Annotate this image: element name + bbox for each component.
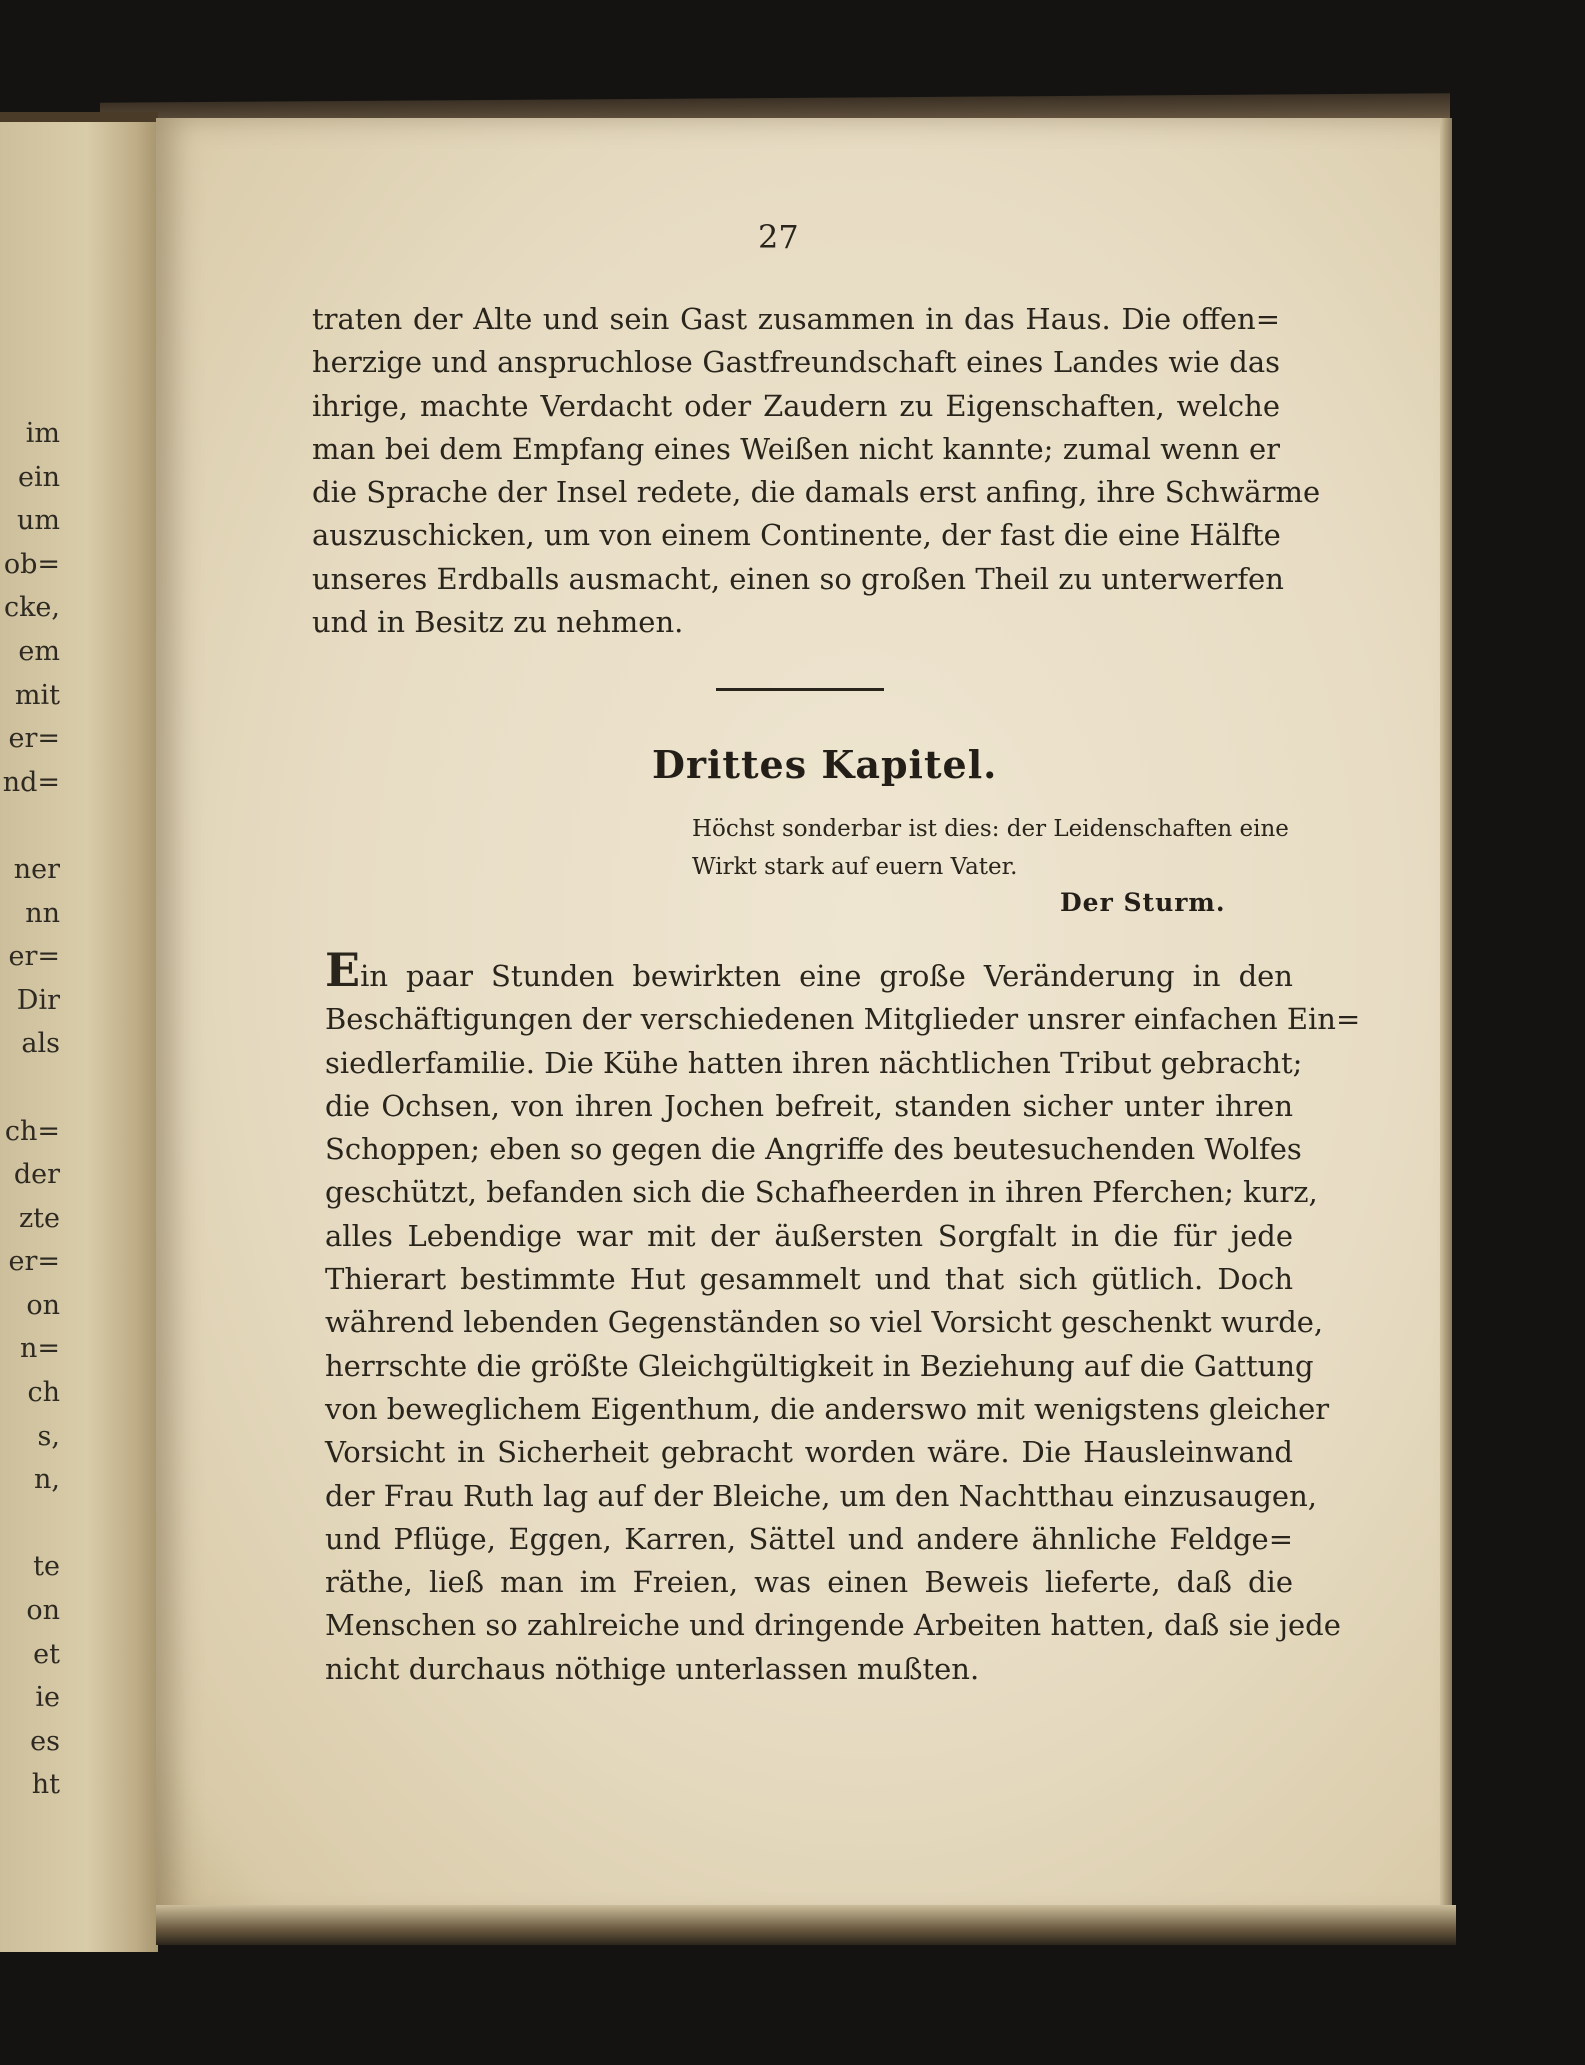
edge-line: im xyxy=(25,418,60,449)
first-line-text: in paar Stunden bewirkten eine große Veränderung in den xyxy=(360,959,1293,993)
edge-line: ie xyxy=(35,1682,60,1714)
page-number: 27 xyxy=(758,218,799,256)
edge-line: ob= xyxy=(3,548,60,580)
text-line: Vorsicht in Sicherheit gebracht worden wäre. Die Hausleinwand xyxy=(325,1435,1293,1470)
text-line: man bei dem Empfang eines Weißen nicht kannte; zumal wenn er xyxy=(312,431,1280,466)
text-line: während lebenden Gegenständen so viel Vorsicht geschenkt wurde, xyxy=(325,1305,1324,1340)
edge-line: nd= xyxy=(2,766,60,798)
edge-line: nn xyxy=(25,897,60,929)
edge-line: n, xyxy=(34,1464,60,1496)
text-line: Schoppen; eben so gegen die Angriffe des beutesuchenden Wolfes xyxy=(325,1132,1302,1167)
edge-line: er= xyxy=(8,723,60,755)
text-line: Menschen so zahlreiche und dringende Arbeiten hatten, daß sie jede xyxy=(325,1608,1341,1643)
edge-line: als xyxy=(21,1028,60,1060)
edge-line: ch xyxy=(27,1377,60,1409)
edge-line: cke, xyxy=(3,592,60,624)
text-line: siedlerfamilie. Die Kühe hatten ihren nächtlichen Tribut gebracht; xyxy=(325,1045,1303,1080)
edge-line: um xyxy=(17,505,60,537)
book-bottom-edge xyxy=(156,1905,1456,1945)
text-line: von beweglichem Eigenthum, die anderswo mit wenigstens gleicher xyxy=(325,1391,1330,1426)
page-edge-right xyxy=(1440,118,1452,1918)
edge-line: er= xyxy=(8,1246,60,1278)
edge-line: ein xyxy=(17,461,60,493)
text-line: der Frau Ruth lag auf der Bleiche, um den Nachtthau einzusaugen, xyxy=(325,1478,1317,1513)
text-line-first xyxy=(325,943,1293,998)
text-line: traten der Alte und sein Gast zusammen in das Haus. Die offen= xyxy=(312,302,1280,336)
edge-line: es xyxy=(30,1725,60,1757)
edge-line: on xyxy=(26,1595,60,1627)
previous-page-edge xyxy=(0,112,158,1952)
motto-line: Höchst sonderbar ist dies: der Leidenschaften eine xyxy=(692,816,1289,842)
text-line: geschützt, befanden sich die Schafheerden in ihren Pferchen; kurz, xyxy=(325,1175,1318,1210)
edge-line: ch= xyxy=(4,1115,60,1147)
edge-line: ner xyxy=(13,853,60,885)
text-line: die Ochsen, von ihren Jochen befreit, standen sicher unter ihren xyxy=(325,1088,1293,1123)
edge-line: s, xyxy=(37,1420,60,1452)
edge-line: et xyxy=(33,1638,60,1670)
text-line: unseres Erdballs ausmacht, einen so großen Theil zu unterwerfen xyxy=(312,561,1284,596)
text-line: ihrige, machte Verdacht oder Zaudern zu Eigenschaften, welche xyxy=(312,388,1280,423)
text-line: herzige und anspruchlose Gastfreundschaft eines Landes wie das xyxy=(312,345,1280,380)
text-line: Thierart bestimmte Hut gesammelt und that sich gütlich. Doch xyxy=(325,1262,1293,1297)
text-line: die Sprache der Insel redete, die damals erst anfing, ihre Schwärme xyxy=(312,475,1321,510)
motto-line: Wirkt stark auf euern Vater. xyxy=(692,854,1018,880)
edge-line xyxy=(0,804,60,848)
text-line: und in Besitz zu nehmen. xyxy=(312,605,684,640)
text-line: herrschte die größte Gleichgültigkeit in Beziehung auf die Gattung xyxy=(325,1348,1314,1383)
previous-page-text-fragments xyxy=(0,412,60,1807)
edge-line: Dir xyxy=(16,984,60,1016)
edge-line: em xyxy=(18,635,60,667)
text-line: nicht durchaus nöthige unterlassen mußten. xyxy=(325,1651,980,1686)
text-line: auszuschicken, um von einem Continente, der fast die eine Hälfte xyxy=(312,518,1281,553)
paragraph-1 xyxy=(312,298,1321,644)
edge-line: der xyxy=(13,1159,60,1191)
text-line: und Pflüge, Eggen, Karren, Sättel und andere ähnliche Feldge= xyxy=(325,1521,1293,1556)
text-line: räthe, ließ man im Freien, was einen Beweis lieferte, daß die xyxy=(325,1565,1293,1600)
edge-line xyxy=(0,1502,60,1546)
edge-line: er= xyxy=(8,941,60,973)
edge-line: ht xyxy=(31,1769,60,1801)
section-divider xyxy=(716,688,884,691)
edge-line: n= xyxy=(19,1333,60,1365)
edge-line: zte xyxy=(18,1202,60,1234)
text-line: Beschäftigungen der verschiedenen Mitglieder unsrer einfachen Ein= xyxy=(325,1002,1361,1037)
edge-line xyxy=(0,1066,60,1110)
edge-line: on xyxy=(26,1289,60,1321)
text-line: alles Lebendige war mit der äußersten Sorgfalt in die für jede xyxy=(325,1218,1293,1253)
edge-line: mit xyxy=(14,679,60,711)
chapter-title: Drittes Kapitel. xyxy=(652,742,998,787)
edge-line: te xyxy=(33,1551,60,1583)
drop-cap: E xyxy=(325,943,361,997)
motto-source: Der Sturm. xyxy=(1060,888,1226,917)
paragraph-2 xyxy=(325,943,1361,1691)
chapter-motto xyxy=(692,810,1289,886)
